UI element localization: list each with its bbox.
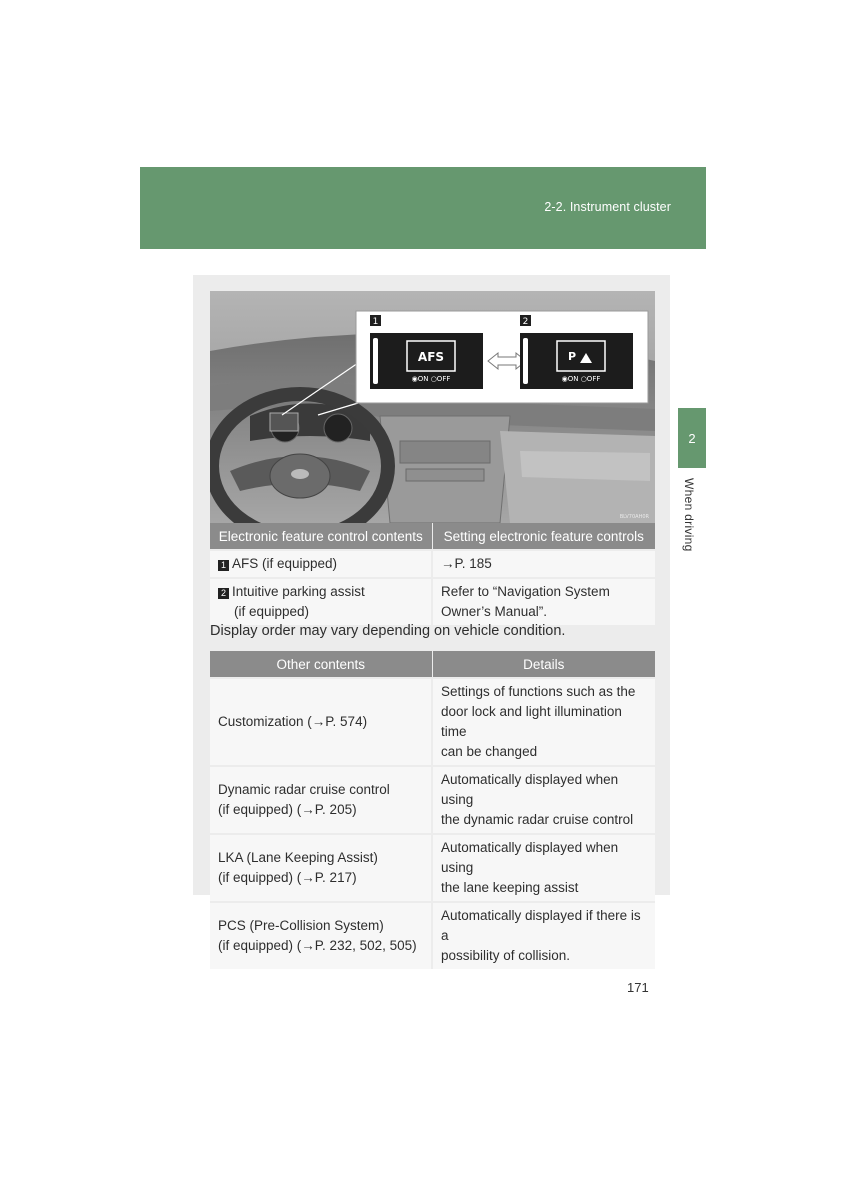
content-text: PCS (Pre-Collision System) bbox=[218, 918, 384, 933]
details-line: Automatically displayed when using bbox=[441, 840, 619, 875]
table-header-row bbox=[210, 523, 655, 550]
details-line: possibility of collision. bbox=[441, 948, 571, 963]
page-number: 171 bbox=[627, 980, 649, 995]
table-row bbox=[210, 550, 655, 578]
chapter-number: 2 bbox=[688, 430, 696, 446]
feature-cell bbox=[210, 550, 432, 578]
details-line: can be changed bbox=[441, 744, 538, 759]
dashboard-illustration bbox=[210, 291, 655, 523]
other-contents-table bbox=[210, 651, 655, 969]
feature-name: AFS (if equipped) bbox=[232, 556, 338, 571]
table-row bbox=[210, 902, 655, 969]
chapter-tab bbox=[678, 408, 706, 468]
screen-2-options: ◉ON ○OFF bbox=[561, 375, 601, 383]
section-header-band bbox=[140, 167, 706, 249]
details-cell bbox=[432, 678, 655, 766]
content-text: Dynamic radar cruise control bbox=[218, 782, 390, 797]
details-cell bbox=[432, 834, 655, 902]
content-cell bbox=[210, 678, 432, 766]
display-order-note: Display order may vary depending on vehicle condition. bbox=[210, 623, 566, 639]
content-text-line2: (if equipped) (→P. 232, 502, 505) bbox=[218, 938, 417, 953]
details-line: door lock and light illumination time bbox=[441, 704, 622, 739]
item-number-badge: 2 bbox=[218, 588, 229, 599]
dashboard-figure bbox=[210, 291, 655, 523]
details-cell bbox=[432, 766, 655, 834]
table-row bbox=[210, 766, 655, 834]
callout-1-number: 1 bbox=[372, 317, 379, 327]
content-text-line2: (if equipped) (→P. 205) bbox=[218, 802, 357, 817]
screen-2-label: P bbox=[567, 350, 577, 363]
column-header: Setting electronic feature controls bbox=[432, 523, 655, 550]
setting-cell bbox=[432, 578, 655, 625]
content-cell bbox=[210, 834, 432, 902]
details-line: Automatically displayed when using bbox=[441, 772, 619, 807]
column-header: Electronic feature control contents bbox=[210, 523, 432, 550]
content-text: Customization (→P. 574) bbox=[218, 714, 368, 729]
page-reference: →P. 185 bbox=[441, 556, 492, 571]
table-row bbox=[210, 578, 655, 625]
table-row bbox=[210, 678, 655, 766]
details-line: the lane keeping assist bbox=[441, 880, 579, 895]
setting-text-line2: Owner’s Manual”. bbox=[441, 604, 548, 619]
chapter-label: When driving bbox=[682, 478, 696, 552]
table-header-row bbox=[210, 651, 655, 678]
screen-1-label: AFS bbox=[417, 350, 445, 364]
column-header: Details bbox=[432, 651, 655, 678]
setting-cell bbox=[432, 550, 655, 578]
details-line: the dynamic radar cruise control bbox=[441, 812, 634, 827]
screen-1-options: ◉ON ○OFF bbox=[411, 375, 451, 383]
content-cell bbox=[210, 766, 432, 834]
details-line: Settings of functions such as the bbox=[441, 684, 636, 699]
callout-2-number: 2 bbox=[522, 317, 529, 327]
content-text-line2: (if equipped) (→P. 217) bbox=[218, 870, 357, 885]
feature-cell bbox=[210, 578, 432, 625]
table-row bbox=[210, 834, 655, 902]
setting-text: Refer to “Navigation System bbox=[441, 584, 610, 599]
content-text: LKA (Lane Keeping Assist) bbox=[218, 850, 378, 865]
details-line: Automatically displayed if there is a bbox=[441, 908, 641, 943]
feature-name-line2: (if equipped) bbox=[234, 604, 310, 619]
item-number-badge: 1 bbox=[218, 560, 229, 571]
feature-name: Intuitive parking assist bbox=[232, 584, 365, 599]
column-header: Other contents bbox=[210, 651, 432, 678]
section-title: 2-2. Instrument cluster bbox=[544, 200, 671, 214]
feature-control-table bbox=[210, 523, 655, 625]
figure-code: BLV70AH0R bbox=[619, 514, 649, 520]
content-cell bbox=[210, 902, 432, 969]
details-cell bbox=[432, 902, 655, 969]
